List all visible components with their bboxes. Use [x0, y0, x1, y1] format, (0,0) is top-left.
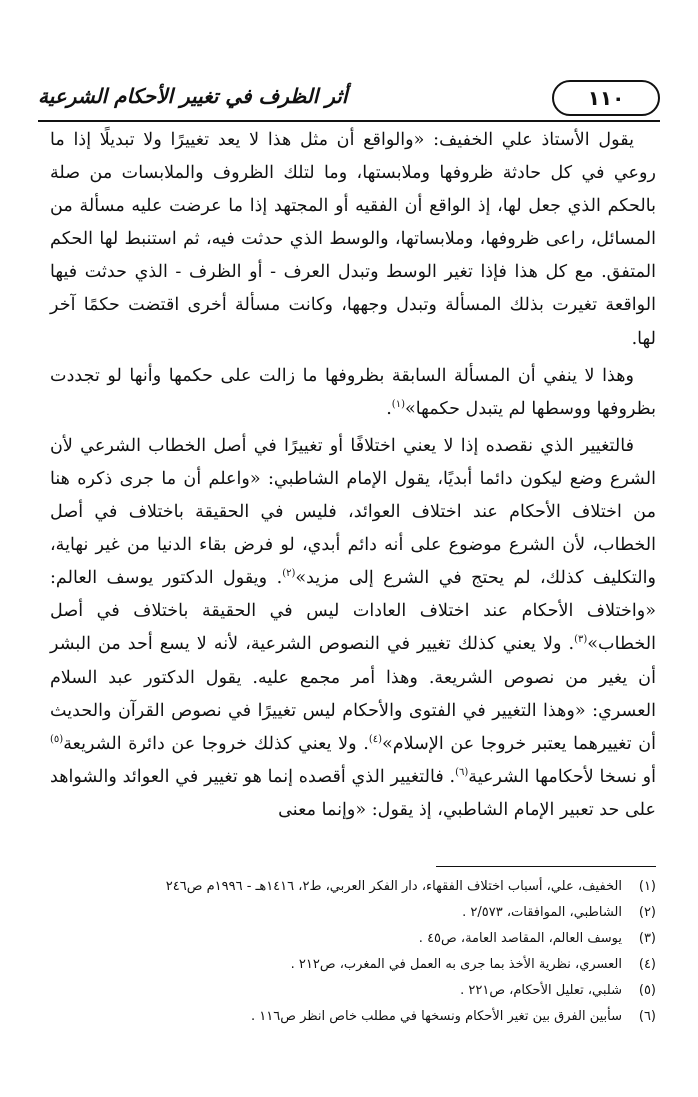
- footnote: [50, 952, 656, 978]
- footnote-text: يوسف العالم، المقاصد العامة، ص٤٥ .: [418, 931, 622, 946]
- footnote: [50, 926, 656, 952]
- paragraph: [50, 430, 656, 827]
- paragraph: [50, 360, 656, 426]
- footnote: [50, 900, 656, 926]
- page-header: [38, 74, 660, 124]
- footnote-number: (٤): [638, 957, 656, 972]
- text-run: وهذا لا ينفي أن المسألة السابقة بظروفها ما زالت على حكمها وأنها لو تجددت بظروفها ووسطها لم يتبدل حكمها»: [50, 365, 656, 419]
- footnotes: [50, 874, 656, 1030]
- paragraph: [50, 124, 656, 356]
- footnote-ref: (٣): [574, 634, 588, 646]
- footnote-ref: (٦): [455, 766, 469, 778]
- page-number: ١١٠: [552, 80, 660, 116]
- footnote-number: (١): [638, 879, 656, 894]
- footnote-number: (٣): [638, 931, 656, 946]
- text-run: فالتغيير الذي نقصده إذا لا يعني اختلافًا أو تغييرًا في أصل الخطاب الشرعي لأن الشرع وضع ليكون دائما أبديًا، يقول الإمام الشاطبي: «واعلم أن ما جرى ذكره هنا من اختلاف الأحكام عند اختلاف العوائد، فليس في الحقيقة باختلاف في أصل الخطاب، لأن الشرع موضوع على أنه دائم أبدي، لو فرض بقاء الدنيا من غير نهاية، والتكليف كذلك، لم يحتج في الشرع إلى مزيد»: [50, 435, 656, 589]
- footnote: [50, 1004, 656, 1030]
- body-text: [50, 124, 656, 827]
- text-run: . فالتغيير الذي أقصده إنما هو تغيير في العوائد والشواهد على حد تعبير الإمام الشاطبي، إذ يقول: «وإنما معنى: [50, 766, 656, 820]
- text-run: . ولا يعني كذلك تغيير في النصوص الشرعية، لأنه لا يسع أحد من البشر أن يغير من نصوص الشريعة. وهذا أمر مجمع عليه. يقول الدكتور عبد السلام العسري: «وهذا التغيير في الفتوى والأحكام ليس تغييرًا في نصوص القرآن والحديث أن تغييرهما يعتبر خروجا عن الإسلام»: [50, 634, 657, 754]
- footnote-number: (٢): [638, 905, 656, 920]
- footnote: [50, 978, 656, 1004]
- text-run: . ولا يعني كذلك خروجا عن دائرة الشريعة: [63, 733, 369, 754]
- header-rule: [38, 120, 660, 122]
- footnote-separator: [436, 866, 656, 867]
- footnote-ref: (٢): [282, 568, 296, 580]
- footnote-ref: (١): [391, 398, 405, 410]
- footnote-text: سأبين الفرق بين تغير الأحكام ونسخها في مطلب خاص انظر ص١١٦ .: [251, 1009, 622, 1024]
- footnote-text: العسري، نظرية الأخذ بما جرى به العمل في المغرب، ص٢١٢ .: [290, 957, 622, 972]
- footnote-ref: (٤): [368, 733, 382, 745]
- footnote-text: الشاطبي، الموافقات، ٢/٥٧٣ .: [462, 905, 622, 920]
- footnote: [50, 874, 656, 900]
- footnote-number: (٥): [638, 983, 656, 998]
- text-run: . ويقول الدكتور يوسف العالم: «واختلاف الأحكام عند اختلاف العادات ليس في الحقيقة باختلاف في أصل الخطاب»: [50, 568, 656, 655]
- footnote-ref: (٥): [50, 733, 64, 745]
- footnote-text: شلبي، تعليل الأحكام، ص٢٢١ .: [460, 983, 622, 998]
- text-run: يقول الأستاذ علي الخفيف: «والواقع أن مثل هذا لا يعد تغييرًا ولا تبديلًا إذا ما روعي في كل حادثة ظروفها وملابستها، وما لتلك الظروف والملابسات من صلة بالحكم الذي جعل لها، إذ الواقع أن الفقيه أو المجتهد إذا ما عرضت عليه مسألة من المسائل، راعى ظروفها، وملابساتها، والوسط الذي حدثت فيه، ثم استنبط لها الحكم المتفق. مع كل هذا فإذا تغير الوسط وتبدل العرف - أو الظرف - الذي حدثت فيها الواقعة تغيرت بذلك المسألة وتبدل وجهها، وكانت مسألة أخرى اقتضت حكمًا آخر لها.: [50, 130, 656, 349]
- running-title: أثر الظرف في تغيير الأحكام الشرعية: [38, 84, 348, 108]
- footnote-text: الخفيف، علي، أسباب اختلاف الفقهاء، دار الفكر العربي، ط٢، ١٤١٦هـ - ١٩٩٦م ص٢٤٦: [165, 879, 622, 894]
- text-run: أو نسخا لأحكامها الشرعية: [468, 766, 656, 787]
- footnote-number: (٦): [638, 1009, 656, 1024]
- text-run: .: [386, 398, 392, 419]
